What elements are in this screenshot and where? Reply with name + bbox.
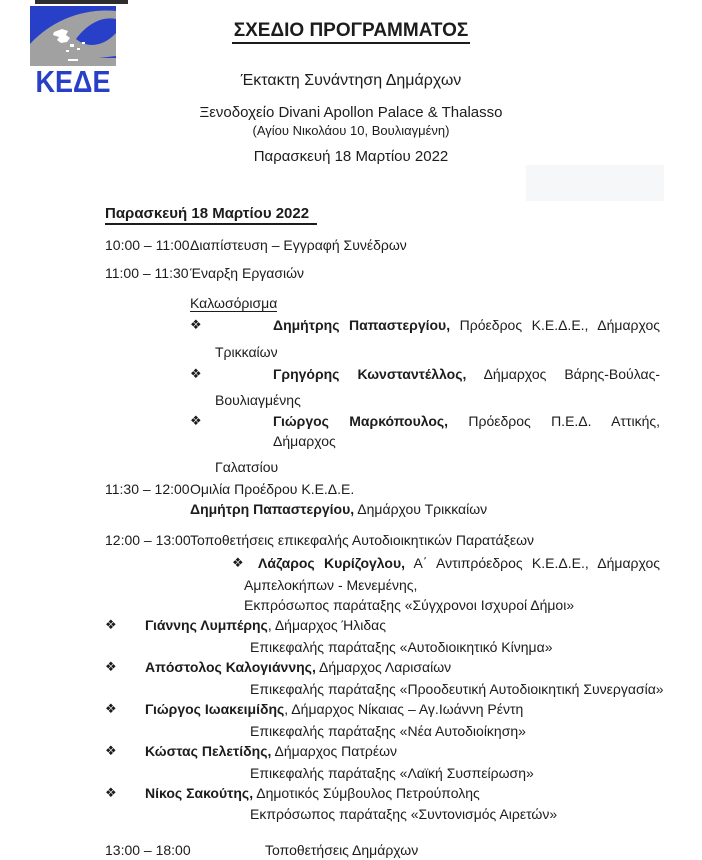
speaker-role: , Δήμαρχος Νίκαιας – Αγ.Ιωάννη Ρέντη (284, 701, 524, 717)
speaker-name: Απόστολος Καλογιάννης, (145, 659, 316, 675)
speaker-name: Γρηγόρης Κωνσταντέλλος, (273, 366, 467, 382)
speaker-party: Επικεφαλής παράταξης «Νέα Αυτοδιοίκηση» (250, 723, 526, 739)
slot-time: 12:00 – 13:00 (105, 532, 191, 548)
speaker-name: Λάζαρος Κυρίζογλου, (258, 555, 405, 571)
speaker-name-role (273, 364, 660, 384)
diamond-bullet-icon: ❖ (105, 617, 117, 632)
kede-logo-text: ΚΕΔΕ (35, 65, 111, 99)
slot-time: 11:30 – 12:00 (105, 481, 190, 497)
speaker-role-cont: Τρικκαίων (215, 344, 278, 360)
scan-artifact-top (35, 0, 128, 4)
party-speaker (105, 741, 660, 761)
speaker-party: Εκπρόσωπος παράταξης «Σύγχρονοι Ισχυροί Δήμοι» (244, 597, 575, 613)
speaker-role-cont: Αμπελοκήπων - Μενεμένης, (244, 577, 418, 593)
diamond-bullet-icon: ❖ (190, 366, 202, 381)
speaker-name-role (273, 411, 660, 451)
speaker-name-role (273, 315, 660, 335)
speaker-name: Νίκος Σακούτης, (145, 785, 254, 801)
president-speaker-line (190, 499, 660, 519)
slot-title: Διαπίστευση – Εγγραφή Συνέδρων (190, 237, 407, 253)
party-speaker (105, 615, 660, 635)
party-speaker (105, 657, 660, 677)
slot-registration (105, 235, 660, 255)
diamond-bullet-icon: ❖ (232, 555, 244, 570)
speaker-name: Κώστας Πελετίδης, (145, 743, 272, 759)
slot-time: 11:00 – 11:30 (105, 265, 189, 281)
welcome-speaker (190, 364, 660, 410)
speaker-party: Επικεφαλής παράταξης «Προοδευτική Αυτοδιοικητική Συνεργασία» (250, 681, 664, 697)
slot-title: Έναρξη Εργασιών (190, 265, 305, 281)
slot-mayors-statements (105, 840, 660, 860)
speaker-role: Δήμαρχος Βάρης-Βούλας- (483, 366, 660, 382)
slot-faction-heads (105, 530, 660, 550)
speaker-line (190, 364, 660, 384)
speaker-line (190, 315, 660, 335)
diamond-bullet-icon: ❖ (105, 785, 117, 800)
speaker-role-cont: Γαλατσίου (215, 459, 279, 475)
welcome-speaker (190, 315, 660, 362)
speaker-role: Δήμαρχος Λαρισαίων (315, 659, 452, 675)
venue-line: Ξενοδοχείο Divani Apollon Palace & Thalasso (199, 104, 503, 121)
party-speaker (105, 783, 660, 803)
document-title: ΣΧΕΔΙΟ ΠΡΟΓΡΑΜΜΑΤΟΣ (0, 20, 702, 42)
speaker-role: Δημάρχου Τρικκαίων (357, 501, 488, 517)
date-line: Παρασκευή 18 Μαρτίου 2022 (253, 148, 449, 165)
speaker-line (190, 411, 660, 451)
schedule (105, 204, 664, 860)
diamond-bullet-icon: ❖ (105, 659, 117, 674)
slot-opening (105, 263, 660, 283)
slot-time: 10:00 – 11:00 (105, 237, 190, 253)
speaker-name: Γιώργος Μαρκόπουλος, (273, 413, 449, 429)
welcome-heading: Καλωσόρισμα (190, 295, 278, 311)
diamond-bullet-icon: ❖ (190, 413, 202, 428)
welcome-speaker (190, 411, 660, 477)
speaker-role: , Δήμαρχος Ήλιδας (267, 617, 386, 633)
speaker-name: Δημήτρης Παπαστεργίου, (273, 317, 451, 333)
slot-title: Τοποθετήσεις επικεφαλής Αυτοδιοικητικών Παρατάξεων (190, 532, 535, 548)
speaker-role: Α΄ Αντιπρόεδρος Κ.Ε.Δ.Ε., Δήμαρχος (413, 555, 661, 571)
slot-president-speech (105, 479, 660, 499)
speaker-name-role (258, 553, 660, 573)
speaker-role-cont: Βουλιαγμένης (215, 392, 301, 408)
day-heading: Παρασκευή 18 Μαρτίου 2022 (105, 204, 660, 224)
slot-title: Ομιλία Προέδρου Κ.Ε.Δ.Ε. (190, 481, 355, 497)
speaker-name: Δημήτρη Παπαστεργίου, (190, 501, 355, 517)
scan-artifact-box (526, 165, 664, 201)
speaker-role: Δήμαρχος Πατρέων (271, 743, 398, 759)
slot-time: 13:00 – 18:00 (105, 842, 191, 858)
diamond-bullet-icon: ❖ (105, 743, 117, 758)
speaker-line (232, 553, 660, 573)
speaker-party: Επικεφαλής παράταξης «Λαϊκή Συσπείρωση» (250, 765, 534, 781)
address-line: (Αγίου Νικολάου 10, Βουλιαγμένη) (252, 123, 450, 138)
slot-title: Τοποθετήσεις Δημάρχων (265, 842, 419, 858)
lead-speaker (232, 553, 660, 615)
diamond-bullet-icon: ❖ (105, 701, 117, 716)
speaker-party: Εκπρόσωπος παράταξης «Συντονισμός Αιρετών» (250, 806, 558, 822)
speaker-party: Επικεφαλής παράταξης «Αυτοδιοικητικό Κίνημα» (250, 639, 553, 655)
speaker-name: Γιώργος Ιωακειμίδης (145, 701, 285, 717)
speaker-name: Γιάννης Λυμπέρης (145, 617, 268, 633)
speaker-role: Δημοτικός Σύμβουλος Πετρούπολης (253, 785, 480, 801)
document-subtitle: Έκτακτη Συνάντηση Δημάρχων (240, 72, 462, 89)
speaker-role: Πρόεδρος Κ.Ε.Δ.Ε., Δήμαρχος (459, 317, 661, 333)
party-speaker (105, 699, 660, 719)
speaker-role: Πρόεδρος Π.Ε.Δ. Αττικής, Δήμαρχος (273, 413, 660, 449)
diamond-bullet-icon: ❖ (190, 317, 202, 332)
